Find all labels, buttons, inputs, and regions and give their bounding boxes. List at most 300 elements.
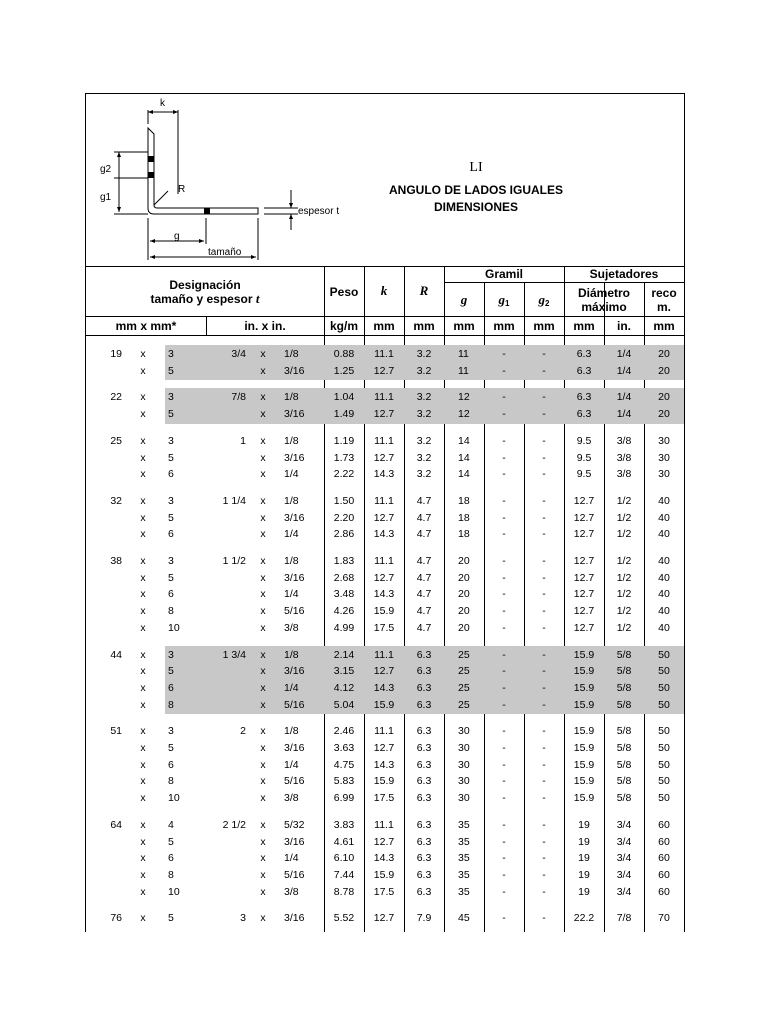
cell-k: 11.1 <box>374 494 394 507</box>
cell-t-mm: 5 <box>168 571 174 584</box>
cell-peso: 0.88 <box>333 348 355 360</box>
table-row <box>86 647 684 663</box>
cell-g1: - <box>502 885 506 898</box>
cell-g1: - <box>502 408 506 421</box>
cell-g2: - <box>542 364 546 377</box>
cell-R: 3.2 <box>416 348 432 360</box>
cell-reco: 20 <box>658 408 670 421</box>
cell-x2: x <box>260 665 266 678</box>
cell-peso: 2.68 <box>333 571 355 584</box>
cell-k: 14.3 <box>373 681 395 694</box>
cell-g1: - <box>502 852 506 865</box>
cell-dmm: 12.7 <box>573 511 595 524</box>
cell-t-mm: 5 <box>168 408 174 421</box>
cell-x2: x <box>260 511 266 524</box>
cell-peso: 3.48 <box>333 588 355 601</box>
cell-din: 1/4 <box>616 348 632 360</box>
cell-k: 12.7 <box>373 912 395 925</box>
cell-k: 12.7 <box>373 665 395 678</box>
cell-R: 6.3 <box>416 818 432 831</box>
cell-x2: x <box>260 742 266 754</box>
cell-t-in: 1/8 <box>284 391 299 404</box>
unit-in-header: in. x in. <box>244 319 286 333</box>
cell-R: 7.9 <box>416 912 432 925</box>
cell-dmm: 15.9 <box>573 681 595 694</box>
cell-g1: - <box>502 528 506 541</box>
cell-t-mm: 5 <box>168 451 174 464</box>
cell-x1: x <box>140 725 146 738</box>
cell-size-mm: 22 <box>110 391 122 404</box>
cell-g1: - <box>502 835 506 848</box>
cell-g: 18 <box>458 511 470 524</box>
cell-R: 3.2 <box>416 434 432 447</box>
cell-t-in: 3/16 <box>284 912 305 925</box>
cell-k: 15.9 <box>373 698 395 711</box>
cell-g: 20 <box>458 571 470 584</box>
cell-x2: x <box>260 528 266 541</box>
cell-g2: - <box>542 725 546 738</box>
cell-t-mm: 5 <box>168 835 174 848</box>
cell-x2: x <box>260 698 266 711</box>
cell-g2: - <box>542 698 546 711</box>
cell-k: 11.1 <box>374 555 394 567</box>
table-row <box>86 884 684 900</box>
table-row <box>86 850 684 866</box>
title-block <box>86 94 684 267</box>
cell-t-mm: 4 <box>168 818 174 831</box>
cell-x2: x <box>260 571 266 584</box>
cell-peso: 3.83 <box>333 818 355 831</box>
cell-size-mm: 19 <box>110 348 122 360</box>
cell-t-mm: 3 <box>168 348 174 360</box>
table-row <box>86 867 684 883</box>
cell-x1: x <box>140 885 146 898</box>
cell-peso: 2.22 <box>333 468 355 481</box>
cell-x1: x <box>140 451 146 464</box>
cell-g: 30 <box>458 775 470 788</box>
cell-g1: - <box>502 648 506 661</box>
cell-reco: 30 <box>658 451 670 464</box>
cell-k: 11.1 <box>374 725 394 738</box>
cell-size-in: 3/4 <box>231 348 246 360</box>
cell-peso: 3.15 <box>333 665 355 678</box>
cell-x1: x <box>140 792 146 805</box>
cell-g: 30 <box>458 725 470 738</box>
cell-g1: - <box>502 758 506 771</box>
cell-g2: - <box>542 391 546 404</box>
cell-reco: 50 <box>658 792 670 805</box>
cell-din: 3/4 <box>616 835 632 848</box>
cell-g1: - <box>502 391 506 404</box>
cell-dmm: 19 <box>578 868 590 881</box>
cell-t-in: 3/16 <box>284 408 305 421</box>
cell-dmm: 12.7 <box>573 621 595 634</box>
cell-reco: 60 <box>658 885 670 898</box>
cell-dmm: 19 <box>578 835 590 848</box>
unit-g1-header: mm <box>493 319 515 333</box>
cell-g2: - <box>542 681 546 694</box>
cell-t-mm: 6 <box>168 588 174 601</box>
cell-R: 6.3 <box>416 725 432 738</box>
cell-size-in: 1 1/2 <box>222 555 246 567</box>
cell-t-mm: 10 <box>168 621 180 634</box>
cell-din: 5/8 <box>616 648 632 661</box>
cell-x2: x <box>260 408 266 421</box>
cell-t-in: 1/8 <box>284 434 299 447</box>
cell-g2: - <box>542 571 546 584</box>
cell-t-mm: 8 <box>168 605 174 618</box>
cell-g2: - <box>542 792 546 805</box>
cell-R: 4.7 <box>416 621 432 634</box>
cell-dmm: 6.3 <box>576 408 592 421</box>
cell-k: 12.7 <box>373 835 395 848</box>
cell-g: 25 <box>458 681 470 694</box>
cell-din: 3/4 <box>616 885 632 898</box>
cell-t-in: 5/16 <box>284 605 305 618</box>
cell-din: 3/4 <box>616 818 632 831</box>
cell-dmm: 15.9 <box>573 758 595 771</box>
cell-g: 25 <box>458 665 470 678</box>
cell-R: 6.3 <box>416 681 432 694</box>
cell-t-mm: 6 <box>168 528 174 541</box>
cell-peso: 1.19 <box>333 434 355 447</box>
cell-g: 12 <box>458 408 470 421</box>
cell-g1: - <box>502 571 506 584</box>
cell-reco: 40 <box>658 605 670 618</box>
cell-g1: - <box>502 818 506 831</box>
g-header: g <box>460 292 468 307</box>
table-row <box>86 510 684 526</box>
cell-t-in: 1/4 <box>284 758 299 771</box>
cell-g: 30 <box>458 758 470 771</box>
cell-x1: x <box>140 742 146 754</box>
cell-t-mm: 3 <box>168 648 174 661</box>
cell-din: 1/2 <box>616 588 632 601</box>
cell-g1: - <box>502 665 506 678</box>
cell-k: 15.9 <box>373 605 395 618</box>
cell-R: 6.3 <box>416 648 432 661</box>
cell-g1: - <box>502 588 506 601</box>
cell-dmm: 15.9 <box>573 725 595 738</box>
cell-R: 3.2 <box>416 391 432 404</box>
cell-t-in: 1/4 <box>284 588 299 601</box>
table-row <box>86 586 684 602</box>
cell-g2: - <box>542 852 546 865</box>
cell-g: 35 <box>458 818 470 831</box>
cell-x1: x <box>140 868 146 881</box>
cell-size-mm: 38 <box>110 555 122 567</box>
table-row <box>86 910 684 926</box>
table-row <box>86 680 684 696</box>
cell-din: 1/2 <box>616 621 632 634</box>
cell-din: 1/4 <box>616 408 632 421</box>
gramil-header: Gramil <box>484 267 523 281</box>
cell-dmm: 19 <box>578 885 590 898</box>
cell-dmm: 15.9 <box>573 665 595 678</box>
cell-t-in: 3/16 <box>284 571 305 584</box>
cell-g2: - <box>542 912 546 925</box>
cell-reco: 50 <box>658 665 670 678</box>
cell-k: 11.1 <box>374 348 394 360</box>
cell-g1: - <box>502 742 506 754</box>
cell-t-in: 3/16 <box>284 364 305 377</box>
cell-g1: - <box>502 775 506 788</box>
table-row <box>86 773 684 789</box>
cell-dmm: 12.7 <box>573 571 595 584</box>
cell-din: 5/8 <box>616 698 632 711</box>
cell-x2: x <box>260 775 266 788</box>
cell-x1: x <box>140 605 146 618</box>
diametro-header: Diámetro <box>577 286 630 300</box>
cell-g2: - <box>542 408 546 421</box>
cell-x1: x <box>140 434 146 447</box>
cell-x2: x <box>260 451 266 464</box>
cell-t-in: 3/16 <box>284 511 305 524</box>
cell-peso: 1.50 <box>333 494 355 507</box>
cell-g2: - <box>542 555 546 567</box>
cell-k: 12.7 <box>373 408 395 421</box>
cell-reco: 30 <box>658 468 670 481</box>
cell-k: 11.1 <box>374 434 394 447</box>
cell-g2: - <box>542 451 546 464</box>
cell-x1: x <box>140 665 146 678</box>
cell-dmm: 6.3 <box>576 391 592 404</box>
cell-g2: - <box>542 528 546 541</box>
cell-reco: 50 <box>658 648 670 661</box>
cell-g1: - <box>502 494 506 507</box>
cell-peso: 5.83 <box>333 775 355 788</box>
cell-x1: x <box>140 758 146 771</box>
cell-dmm: 15.9 <box>573 792 595 805</box>
cell-g: 18 <box>458 528 470 541</box>
cell-k: 12.7 <box>373 451 395 464</box>
cell-x1: x <box>140 468 146 481</box>
cell-reco: 40 <box>658 621 670 634</box>
cell-g1: - <box>502 555 506 567</box>
cell-t-in: 3/8 <box>284 621 299 634</box>
cell-dmm: 12.7 <box>573 528 595 541</box>
cell-R: 3.2 <box>416 364 432 377</box>
table-row <box>86 817 684 833</box>
unit-reco-header: mm <box>653 319 675 333</box>
r-header: R <box>419 283 429 298</box>
cell-R: 4.7 <box>416 555 432 567</box>
unit-g-header: mm <box>453 319 475 333</box>
cell-peso: 1.73 <box>333 451 355 464</box>
cell-g: 30 <box>458 792 470 805</box>
cell-peso: 4.75 <box>333 758 355 771</box>
profile-code: LI <box>469 160 483 175</box>
cell-dmm: 6.3 <box>576 364 592 377</box>
cell-din: 5/8 <box>616 775 632 788</box>
cell-dmm: 22.2 <box>573 912 595 925</box>
cell-dmm: 12.7 <box>573 588 595 601</box>
cell-k: 12.7 <box>373 511 395 524</box>
table-row <box>86 697 684 713</box>
cell-dmm: 9.5 <box>576 468 592 481</box>
cell-peso: 1.25 <box>333 364 355 377</box>
cell-peso: 5.52 <box>333 912 355 925</box>
cell-t-in: 1/4 <box>284 681 299 694</box>
cell-reco: 50 <box>658 775 670 788</box>
cell-din: 5/8 <box>616 665 632 678</box>
cell-t-in: 1/8 <box>284 494 299 507</box>
cell-reco: 50 <box>658 758 670 771</box>
cell-g: 20 <box>458 605 470 618</box>
cell-g: 20 <box>458 588 470 601</box>
cell-peso: 2.20 <box>333 511 355 524</box>
cell-x2: x <box>260 758 266 771</box>
table-row <box>86 790 684 806</box>
cell-t-mm: 8 <box>168 698 174 711</box>
g-label: g <box>174 231 180 242</box>
cell-x1: x <box>140 852 146 865</box>
thickness-label: espesor t <box>298 206 340 217</box>
cell-size-in: 1 3/4 <box>222 648 246 661</box>
cell-t-in: 3/16 <box>284 742 305 754</box>
cell-t-in: 1/8 <box>284 725 299 738</box>
table-row <box>86 406 684 422</box>
cell-k: 17.5 <box>373 621 395 634</box>
cell-peso: 2.86 <box>333 528 355 541</box>
cell-t-mm: 10 <box>168 885 180 898</box>
cell-x2: x <box>260 648 266 661</box>
cell-size-mm: 51 <box>110 725 122 738</box>
cell-dmm: 12.7 <box>573 494 595 507</box>
cell-din: 5/8 <box>616 758 632 771</box>
cell-peso: 4.12 <box>333 681 355 694</box>
cell-x1: x <box>140 621 146 634</box>
k-label: k <box>160 98 165 109</box>
cell-x2: x <box>260 391 266 404</box>
cell-din: 1/2 <box>616 571 632 584</box>
angle-table-sheet <box>85 93 685 932</box>
cell-dmm: 15.9 <box>573 648 595 661</box>
g1-header: $g_1$ <box>498 292 510 308</box>
hole-marker-g <box>204 208 210 214</box>
k-header: k <box>380 283 388 298</box>
cell-g: 18 <box>458 494 470 507</box>
cell-dmm: 19 <box>578 852 590 865</box>
unit-g2-header: mm <box>533 319 555 333</box>
cell-t-in: 1/4 <box>284 468 299 481</box>
cell-t-mm: 5 <box>168 912 174 925</box>
cell-g2: - <box>542 468 546 481</box>
g2-label: g2 <box>100 164 112 175</box>
cell-din: 1/4 <box>616 364 632 377</box>
cell-g2: - <box>542 758 546 771</box>
cell-g: 30 <box>458 742 470 754</box>
cell-reco: 50 <box>658 742 670 754</box>
cell-reco: 50 <box>658 681 670 694</box>
unit-dmm-header: mm <box>573 319 595 333</box>
cell-g: 14 <box>458 434 470 447</box>
cell-g1: - <box>502 348 506 360</box>
cell-din: 1/2 <box>616 511 632 524</box>
cell-k: 14.3 <box>373 588 395 601</box>
cell-x2: x <box>260 868 266 881</box>
cell-dmm: 15.9 <box>573 775 595 788</box>
cell-x1: x <box>140 364 146 377</box>
table-row <box>86 570 684 586</box>
cell-k: 15.9 <box>373 868 395 881</box>
cell-peso: 7.44 <box>333 868 355 881</box>
cell-t-in: 1/4 <box>284 852 299 865</box>
cell-reco: 20 <box>658 348 670 360</box>
cell-t-in: 3/8 <box>284 792 299 805</box>
cell-peso: 1.04 <box>333 391 355 404</box>
cell-t-in: 5/16 <box>284 868 305 881</box>
angle-profile-diagram <box>86 94 386 266</box>
cell-R: 3.2 <box>416 451 432 464</box>
cell-g2: - <box>542 588 546 601</box>
cell-g1: - <box>502 468 506 481</box>
cell-x2: x <box>260 468 266 481</box>
table-row <box>86 723 684 739</box>
cell-x2: x <box>260 621 266 634</box>
cell-dmm: 15.9 <box>573 698 595 711</box>
cell-R: 6.3 <box>416 852 432 865</box>
table-row <box>86 603 684 619</box>
cell-R: 4.7 <box>416 588 432 601</box>
cell-x1: x <box>140 494 146 507</box>
cell-x2: x <box>260 852 266 865</box>
cell-k: 12.7 <box>373 571 395 584</box>
cell-R: 4.7 <box>416 528 432 541</box>
cell-din: 5/8 <box>616 742 632 754</box>
peso-header: Peso <box>329 285 359 299</box>
cell-x1: x <box>140 698 146 711</box>
cell-x1: x <box>140 555 146 567</box>
cell-g: 35 <box>458 868 470 881</box>
cell-g1: - <box>502 364 506 377</box>
cell-dmm: 12.7 <box>573 605 595 618</box>
cell-x1: x <box>140 391 146 404</box>
cell-x2: x <box>260 364 266 377</box>
cell-R: 6.3 <box>416 665 432 678</box>
cell-size-mm: 32 <box>110 494 122 507</box>
size-label: tamaño <box>208 247 242 258</box>
cell-k: 14.3 <box>373 468 395 481</box>
cell-g: 11 <box>458 348 469 360</box>
cell-g2: - <box>542 511 546 524</box>
cell-size-mm: 64 <box>110 818 122 831</box>
cell-reco: 60 <box>658 868 670 881</box>
cell-R: 6.3 <box>416 835 432 848</box>
cell-reco: 50 <box>658 698 670 711</box>
cell-t-in: 1/8 <box>284 555 299 567</box>
r-label: R <box>178 184 186 195</box>
cell-g2: - <box>542 348 546 360</box>
cell-size-in: 3 <box>240 912 246 925</box>
page-title: ANGULO DE LADOS IGUALES <box>388 183 563 197</box>
cell-din: 1/2 <box>616 605 632 618</box>
cell-x2: x <box>260 792 266 805</box>
cell-peso: 2.14 <box>333 648 355 661</box>
unit-mm-header: mm x mm* <box>115 319 177 333</box>
table-row <box>86 450 684 466</box>
cell-dmm: 15.9 <box>573 742 595 754</box>
cell-reco: 60 <box>658 818 670 831</box>
cell-g2: - <box>542 835 546 848</box>
cell-x2: x <box>260 494 266 507</box>
cell-din: 1/2 <box>616 494 632 507</box>
cell-din: 3/8 <box>616 451 632 464</box>
cell-reco: 20 <box>658 391 670 404</box>
cell-peso: 4.61 <box>333 835 355 848</box>
cell-t-in: 3/16 <box>284 665 305 678</box>
cell-x1: x <box>140 775 146 788</box>
